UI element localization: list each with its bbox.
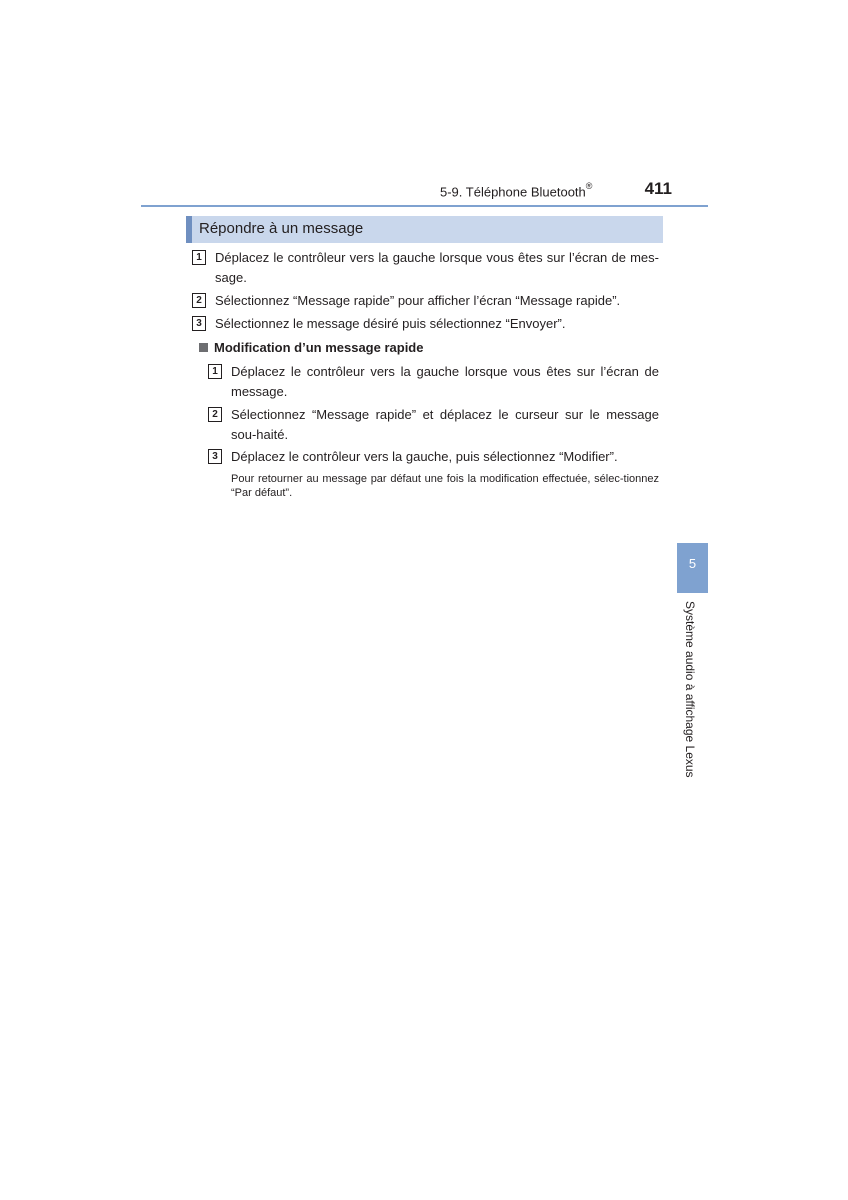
substep-text-3: Déplacez le contrôleur vers la gauche, puis sélectionnez “Modifier”. bbox=[231, 449, 618, 464]
note-text: Pour retourner au message par défaut une fois la modification effectuée, sélec-tionnez “Par défaut”. bbox=[231, 473, 659, 499]
page-number: 411 bbox=[644, 179, 672, 198]
chapter-tab bbox=[677, 543, 708, 593]
header-divider bbox=[141, 205, 708, 207]
step-number-2: 2 bbox=[192, 293, 206, 308]
step-text-2: Sélectionnez “Message rapide” pour afficher l’écran “Message rapide”. bbox=[215, 293, 621, 308]
registered-mark: ® bbox=[585, 181, 593, 191]
substep-number-2: 2 bbox=[208, 407, 222, 422]
running-header bbox=[440, 183, 592, 199]
subsection-heading bbox=[199, 338, 423, 358]
section-title: 5-9. Téléphone Bluetooth bbox=[440, 184, 586, 200]
square-bullet-icon bbox=[199, 343, 208, 352]
substep-text-2: Sélectionnez “Message rapide” et déplacez le curseur sur le message sou-haité. bbox=[231, 407, 659, 442]
step-text-3: Sélectionnez le message désiré puis sélectionnez “Envoyer”. bbox=[215, 316, 566, 331]
section-heading bbox=[186, 216, 663, 243]
step-number-3: 3 bbox=[192, 316, 206, 331]
subsection-heading-text: Modification d’un message rapide bbox=[214, 340, 424, 355]
chapter-title: Système audio à affichage Lexus bbox=[683, 601, 697, 778]
step-number-1: 1 bbox=[192, 250, 206, 265]
section-heading-text: Répondre à un message bbox=[199, 220, 364, 237]
substep-number-1: 1 bbox=[208, 364, 222, 379]
substep-text-1: Déplacez le contrôleur vers la gauche lorsque vous êtes sur l’écran de message. bbox=[231, 364, 659, 399]
chapter-number: 5 bbox=[688, 556, 697, 571]
substep-number-3: 3 bbox=[208, 449, 222, 464]
step-text-1: Déplacez le contrôleur vers la gauche lorsque vous êtes sur l’écran de mes-sage. bbox=[215, 250, 659, 285]
